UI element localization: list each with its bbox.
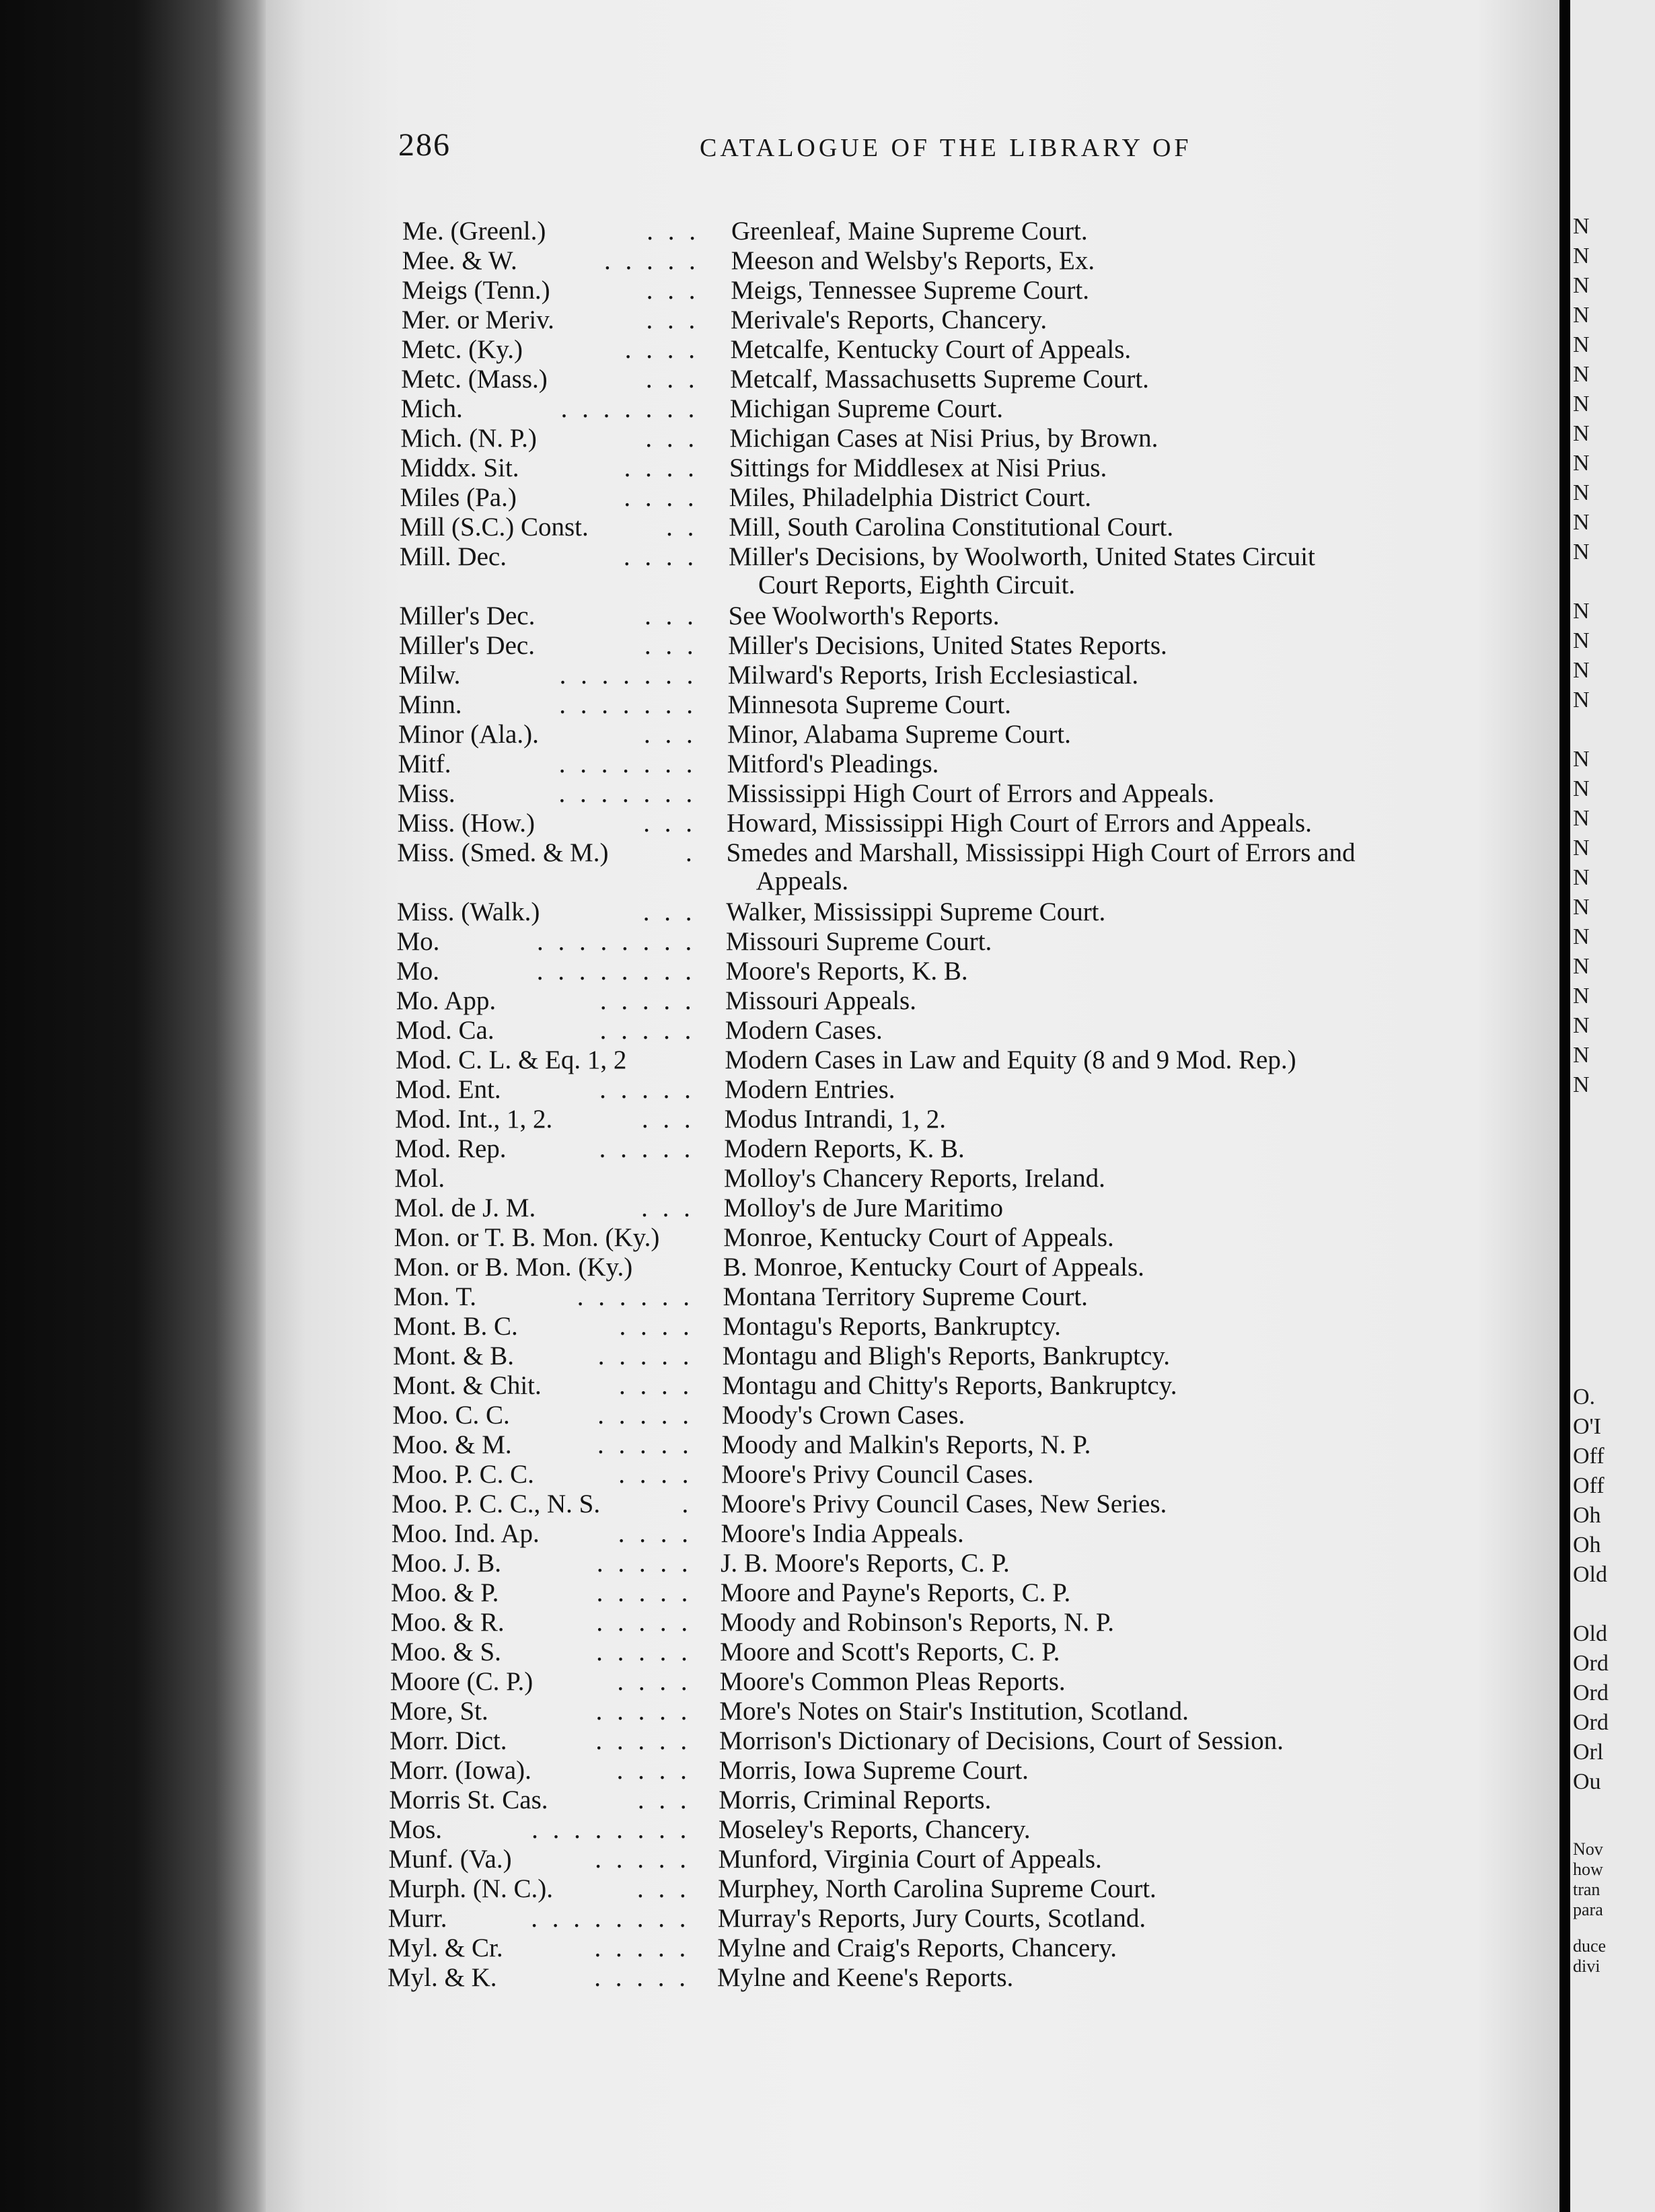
entry-abbreviation: Myl. & Cr.	[388, 1933, 503, 1962]
catalogue-entry	[388, 1874, 1541, 1904]
entry-abbreviation: Miss. (Smed. & M.)	[397, 838, 609, 867]
catalogue-entry	[396, 957, 1541, 986]
next-page-fragment: N	[1573, 1043, 1590, 1068]
next-page-fragment: Oh	[1573, 1533, 1601, 1557]
next-page-fragment: N	[1573, 392, 1590, 416]
catalogue-entry	[397, 927, 1541, 957]
catalogue-entry	[395, 1134, 1541, 1164]
entry-leader-dots: . . .	[641, 1105, 695, 1134]
entry-full-title: Moore and Payne's Reports, C. P.	[720, 1578, 1071, 1607]
entry-abbreviation: Mich. (N. P.)	[400, 424, 537, 453]
next-page-fragment: N	[1573, 658, 1590, 683]
entry-abbreviation: Mod. Ent.	[395, 1075, 501, 1104]
entry-abbreviation: Mod. Ca.	[396, 1016, 494, 1045]
next-page-fragment: N	[1573, 628, 1590, 653]
running-head: CATALOGUE OF THE LIBRARY OF	[700, 134, 1192, 162]
entry-full-title: Murphey, North Carolina Supreme Court.	[718, 1874, 1156, 1903]
next-page-fragment: N	[1573, 865, 1590, 890]
catalogue-entry	[397, 838, 1541, 895]
next-page-fragment: N	[1573, 451, 1590, 476]
next-page-fragment: N	[1573, 362, 1590, 387]
entry-leader-dots: . . . . .	[599, 986, 696, 1015]
entry-leader-dots: . . .	[646, 276, 700, 305]
entry-full-title: Merivale's Reports, Chancery.	[730, 305, 1047, 334]
entry-leader-dots: . . .	[645, 424, 699, 453]
entry-leader-dots: . . .	[637, 1874, 690, 1903]
entry-leader-dots: . . . . .	[596, 1637, 692, 1666]
entry-leader-dots: . . . . .	[597, 1430, 693, 1459]
entry-leader-dots: . . .	[647, 217, 700, 246]
next-page-fragment: N	[1573, 747, 1590, 772]
entry-full-title: Milward's Reports, Irish Ecclesiastical.	[727, 661, 1139, 690]
catalogue-entry	[402, 217, 1541, 246]
entry-leader-dots: . . . . . . . .	[531, 1904, 690, 1933]
entry-abbreviation: Middx. Sit.	[400, 453, 519, 482]
next-page-fragment: N	[1573, 688, 1590, 712]
catalogue-entry	[388, 1904, 1541, 1933]
entry-full-title: Miller's Decisions, United States Reports.	[728, 631, 1167, 660]
entry-leader-dots: . . . . .	[597, 1401, 693, 1430]
entry-abbreviation: Mon. T.	[393, 1282, 477, 1311]
entry-abbreviation: Mill (S.C.) Const.	[400, 513, 589, 542]
catalogue-entry	[396, 1016, 1541, 1045]
catalogue-entry	[390, 1697, 1541, 1726]
entry-abbreviation: Metc. (Mass.)	[401, 365, 548, 394]
next-page-fragment: N	[1573, 954, 1590, 979]
entry-abbreviation: Moo. J. B.	[391, 1549, 502, 1578]
catalogue-entry	[390, 1756, 1541, 1785]
entry-leader-dots: . .	[666, 513, 698, 542]
entry-full-title: Michigan Supreme Court.	[729, 394, 1003, 423]
next-page-fragment: N	[1573, 836, 1590, 860]
catalogue-entry	[398, 720, 1541, 749]
entry-full-title: Mill, South Carolina Constitutional Court.	[729, 513, 1174, 542]
next-page-fragment: Orl	[1573, 1740, 1604, 1765]
catalogue-entry	[391, 1549, 1541, 1578]
entry-full-title: Modern Entries.	[725, 1075, 895, 1104]
catalogue-entry	[402, 276, 1541, 305]
entry-full-title: Missouri Appeals.	[725, 986, 916, 1015]
catalogue-entry	[396, 986, 1541, 1016]
catalogue-entry	[393, 1341, 1541, 1371]
entry-abbreviation: Milw.	[398, 661, 461, 690]
entry-full-title: Minnesota Supreme Court.	[727, 690, 1011, 719]
catalogue-entry	[402, 305, 1541, 335]
catalogue-entry	[389, 1785, 1541, 1815]
entry-abbreviation: Moo. & P.	[391, 1578, 499, 1607]
entry-full-title: Molloy's Chancery Reports, Ireland.	[723, 1164, 1105, 1193]
entry-leader-dots: . . . .	[619, 1312, 694, 1341]
entry-abbreviation: Mont. & B.	[393, 1341, 514, 1370]
next-page-fragment: N	[1573, 1013, 1590, 1038]
catalogue-entry	[394, 1164, 1541, 1193]
entry-full-title: Montagu and Bligh's Reports, Bankruptcy.	[722, 1341, 1170, 1370]
entry-leader-dots: . . .	[644, 631, 698, 660]
entry-full-title: Monroe, Kentucky Court of Appeals.	[723, 1223, 1114, 1252]
entry-abbreviation: Mo. App.	[396, 986, 496, 1015]
entry-leader-dots: . . . . . . .	[559, 661, 698, 690]
entry-abbreviation: Moo. & M.	[392, 1430, 512, 1459]
entry-leader-dots: . . . . .	[594, 1933, 690, 1962]
catalogue-entry	[392, 1460, 1541, 1489]
entry-leader-dots: . . . .	[624, 335, 699, 364]
entry-full-title: Mississippi High Court of Errors and Appeals.	[727, 779, 1215, 808]
entry-full-title: Moore's Common Pleas Reports.	[719, 1667, 1066, 1696]
entry-full-title: Modern Reports, K. B.	[724, 1134, 965, 1163]
entry-leader-dots: . . .	[641, 1193, 694, 1222]
entry-abbreviation: Mon. or T. B. Mon. (Ky.)	[394, 1223, 660, 1252]
entry-full-title: Munford, Virginia Court of Appeals.	[718, 1845, 1102, 1874]
entry-leader-dots: . . . . . . .	[558, 749, 697, 778]
entry-abbreviation: Morr. (Iowa).	[389, 1756, 531, 1785]
entry-full-title: Morris, Criminal Reports.	[719, 1785, 992, 1814]
entry-full-title: Miller's Decisions, by Woolworth, United States Circuit	[728, 542, 1315, 571]
next-page-fragment: duce	[1573, 1936, 1607, 1956]
entry-continuation: Appeals.	[756, 867, 849, 895]
entry-full-title: Mylne and Craig's Reports, Chancery.	[717, 1933, 1117, 1962]
entry-continuation: Court Reports, Eighth Circuit.	[758, 570, 1076, 599]
next-page-fragment: N	[1573, 806, 1590, 831]
entry-leader-dots: . . . . .	[596, 1608, 692, 1637]
catalogue-entry	[399, 601, 1541, 631]
catalogue-entry	[401, 365, 1541, 394]
entry-leader-dots: . . . . .	[596, 1549, 692, 1578]
entry-leader-dots: .	[685, 838, 696, 867]
entry-leader-dots: . . . . . . .	[560, 394, 699, 423]
entry-full-title: See Woolworth's Reports.	[728, 601, 1000, 630]
entry-abbreviation: Moore (C. P.)	[390, 1667, 534, 1696]
next-page-fragment: how	[1573, 1859, 1603, 1879]
catalogue-entry	[392, 1519, 1541, 1549]
next-page-fragment: N	[1573, 303, 1590, 328]
entry-leader-dots: . . . . .	[595, 1845, 691, 1874]
catalogue-entry	[389, 1845, 1541, 1874]
entry-leader-dots: . . . .	[619, 1371, 694, 1400]
entry-full-title: Meeson and Welsby's Reports, Ex.	[731, 246, 1095, 275]
next-page-fragment: O.	[1573, 1385, 1596, 1409]
catalogue-entry	[394, 1193, 1541, 1223]
catalogue-entry	[400, 453, 1541, 483]
entry-abbreviation: Miss. (How.)	[397, 809, 536, 838]
entry-leader-dots: . . . . . . .	[559, 690, 698, 719]
entry-leader-dots: . . . .	[617, 1667, 692, 1696]
next-page-fragment: Off	[1573, 1444, 1605, 1469]
entry-full-title: B. Monroe, Kentucky Court of Appeals.	[723, 1253, 1144, 1282]
entry-full-title: Moore's Privy Council Cases, New Series.	[721, 1489, 1167, 1518]
entry-full-title: Morrison's Dictionary of Decisions, Court of Session.	[719, 1726, 1284, 1755]
entry-abbreviation: Moo. & S.	[390, 1637, 501, 1666]
entry-abbreviation: Minor (Ala.).	[398, 720, 539, 749]
entry-full-title: Missouri Supreme Court.	[725, 927, 992, 956]
entry-leader-dots: . . . .	[616, 1756, 691, 1785]
entry-full-title: Montagu and Chitty's Reports, Bankruptcy.	[722, 1371, 1177, 1400]
next-page-fragment: O'I	[1573, 1414, 1602, 1439]
catalogue-entry	[399, 661, 1541, 690]
entry-leader-dots: . . .	[645, 601, 698, 630]
entry-abbreviation: Mo.	[396, 927, 440, 956]
catalogue-entry	[396, 1075, 1541, 1105]
next-page-fragment: N	[1573, 480, 1590, 505]
entry-abbreviation: Munf. (Va.)	[388, 1845, 512, 1874]
entry-abbreviation: Myl. & K.	[388, 1963, 497, 1992]
catalogue-entry	[392, 1489, 1541, 1519]
entry-leader-dots: . . . . . .	[577, 1282, 694, 1311]
entry-full-title: Moore's Privy Council Cases.	[721, 1460, 1034, 1489]
entry-abbreviation: Mod. C. L. & Eq. 1, 2	[395, 1045, 627, 1074]
entry-full-title: Murray's Reports, Jury Courts, Scotland.	[717, 1904, 1146, 1933]
entry-full-title: Modern Cases.	[725, 1016, 883, 1045]
catalogue-entry	[396, 1045, 1541, 1075]
entry-abbreviation: Moo. Ind. Ap.	[391, 1519, 540, 1548]
entry-leader-dots: . . . . . . .	[558, 779, 697, 808]
entry-abbreviation: Mee. & W.	[402, 246, 517, 275]
entry-full-title: Modern Cases in Law and Equity (8 and 9 Mod. Rep.)	[725, 1045, 1296, 1074]
entry-full-title: Moody and Malkin's Reports, N. P.	[721, 1430, 1091, 1459]
entry-leader-dots: . . . . .	[603, 246, 700, 275]
entry-leader-dots: .	[682, 1489, 693, 1518]
entry-leader-dots: . . . . .	[599, 1016, 696, 1045]
entry-abbreviation: Morr. Dict.	[390, 1726, 507, 1755]
catalogue-entry	[401, 335, 1541, 365]
next-page-fragment: Ord	[1573, 1710, 1609, 1735]
entry-full-title: Moody and Robinson's Reports, N. P.	[720, 1608, 1114, 1637]
catalogue-entry	[392, 1430, 1541, 1460]
entry-abbreviation: Murr.	[388, 1904, 447, 1933]
entry-full-title: Mylne and Keene's Reports.	[717, 1963, 1014, 1992]
next-page-fragment: N	[1573, 273, 1590, 298]
next-page-fragment: N	[1573, 1072, 1590, 1097]
catalogue-entry	[399, 542, 1541, 599]
entry-abbreviation: Mich.	[400, 394, 463, 423]
entry-full-title: Modus Intrandi, 1, 2.	[724, 1105, 946, 1134]
catalogue-entry	[388, 1933, 1541, 1963]
entry-full-title: Walker, Mississippi Supreme Court.	[726, 897, 1106, 926]
entry-full-title: Mitford's Pleadings.	[727, 749, 939, 778]
catalogue-entry	[394, 1282, 1541, 1312]
next-page-fragment: N	[1573, 214, 1590, 239]
entry-leader-dots: . . . . .	[594, 1963, 690, 1992]
next-page-fragment: N	[1573, 244, 1590, 268]
catalogue-entry	[400, 424, 1541, 453]
next-page-fragment: N	[1573, 332, 1590, 357]
catalogue-entry	[397, 897, 1541, 927]
catalogue-entry	[400, 513, 1541, 542]
catalogue-entry	[390, 1667, 1541, 1697]
catalogue-entry	[388, 1963, 1541, 1993]
entry-abbreviation: Mo.	[396, 957, 440, 986]
entry-leader-dots: . . . .	[618, 1460, 693, 1489]
catalogue-entry	[392, 1401, 1541, 1430]
next-page-fragment: N	[1573, 510, 1590, 535]
entry-full-title: Meigs, Tennessee Supreme Court.	[731, 276, 1089, 305]
entry-abbreviation: Mol.	[394, 1164, 445, 1193]
entry-leader-dots: . . . . .	[599, 1075, 695, 1104]
entry-abbreviation: Mon. or B. Mon. (Ky.)	[394, 1253, 633, 1282]
entry-full-title: J. B. Moore's Reports, C. P.	[721, 1549, 1010, 1578]
entry-abbreviation: Miss.	[398, 779, 455, 808]
next-page-fragment: Nov	[1573, 1839, 1603, 1859]
entry-abbreviation: Mod. Rep.	[394, 1134, 507, 1163]
next-page-fragment: para	[1573, 1900, 1603, 1919]
catalogue-entry	[398, 809, 1541, 838]
catalogue-entry	[395, 1105, 1541, 1134]
entry-abbreviation: Me. (Greenl.)	[402, 217, 546, 246]
next-page-fragment: N	[1573, 776, 1590, 801]
catalogue-entry	[391, 1578, 1541, 1608]
entry-abbreviation: More, St.	[390, 1697, 488, 1726]
next-page-fragment: Old	[1573, 1562, 1607, 1587]
entry-full-title: Metcalfe, Kentucky Court of Appeals.	[730, 335, 1132, 364]
entry-full-title: Moore's India Appeals.	[721, 1519, 964, 1548]
catalogue-entry	[400, 483, 1541, 513]
entry-leader-dots: . . . .	[624, 453, 698, 482]
catalogue-entry	[389, 1815, 1541, 1845]
entry-abbreviation: Minn.	[398, 690, 462, 719]
catalogue-entry	[399, 631, 1541, 661]
entry-leader-dots: . . . . .	[597, 1341, 694, 1370]
entry-full-title: Molloy's de Jure Maritimo	[723, 1193, 1003, 1222]
entry-full-title: Morris, Iowa Supreme Court.	[719, 1756, 1029, 1785]
entry-full-title: Montagu's Reports, Bankruptcy.	[723, 1312, 1061, 1341]
entry-full-title: More's Notes on Stair's Institution, Scotland.	[719, 1697, 1189, 1726]
entry-abbreviation: Mol. de J. M.	[394, 1193, 536, 1222]
entry-leader-dots: . . .	[643, 809, 696, 838]
catalogue-entry	[398, 749, 1541, 779]
catalogue-entry	[390, 1637, 1541, 1667]
entry-abbreviation: Murph. (N. C.).	[388, 1874, 553, 1903]
entry-abbreviation: Metc. (Ky.)	[401, 335, 523, 364]
next-page-fragment: N	[1573, 599, 1590, 624]
next-page-fragment: divi	[1573, 1956, 1601, 1976]
catalogue-entry	[398, 690, 1541, 720]
entry-full-title: Moore and Scott's Reports, C. P.	[720, 1637, 1060, 1666]
next-page-fragment: Off	[1573, 1473, 1605, 1498]
entry-leader-dots: . . . . . . . .	[531, 1815, 691, 1844]
catalogue-entry	[402, 246, 1541, 276]
entry-abbreviation: Moo. P. C. C., N. S.	[392, 1489, 601, 1518]
entry-abbreviation: Mer. or Meriv.	[401, 305, 554, 334]
entry-leader-dots: . . . . .	[595, 1697, 692, 1726]
catalogue-entry	[394, 1223, 1541, 1253]
page-number: 286	[398, 127, 451, 163]
entry-leader-dots: . . . . . . . .	[536, 927, 696, 956]
entry-leader-dots: . . . .	[618, 1519, 692, 1548]
catalogue-entry	[394, 1253, 1541, 1282]
entry-leader-dots: . . . . . . . .	[536, 957, 696, 986]
next-page-fragment: N	[1573, 984, 1590, 1008]
next-page-fragment: N	[1573, 924, 1590, 949]
entry-abbreviation: Miles (Pa.)	[400, 483, 517, 512]
next-page-fragment: tran	[1573, 1880, 1601, 1899]
entry-abbreviation: Mos.	[388, 1815, 443, 1844]
catalogue-entry	[393, 1371, 1541, 1401]
entry-abbreviation: Mont. & Chit.	[392, 1371, 542, 1400]
entry-abbreviation: Moo. & R.	[390, 1608, 505, 1637]
entry-leader-dots: . . .	[644, 720, 697, 749]
next-page-fragment: Ord	[1573, 1651, 1609, 1676]
entry-full-title: Miles, Philadelphia District Court.	[729, 483, 1092, 512]
entry-full-title: Montana Territory Supreme Court.	[723, 1282, 1088, 1311]
entry-leader-dots: . . . . .	[596, 1578, 692, 1607]
catalogue-entry	[398, 779, 1541, 809]
next-page-fragment: Oh	[1573, 1503, 1601, 1528]
catalogue-entry	[401, 394, 1541, 424]
entry-leader-dots: . . .	[637, 1785, 691, 1814]
entry-leader-dots: . . .	[646, 305, 700, 334]
entry-abbreviation: Morris St. Cas.	[389, 1785, 548, 1814]
entry-abbreviation: Moo. C. C.	[392, 1401, 510, 1430]
entry-abbreviation: Miller's Dec.	[399, 601, 536, 630]
entry-full-title: Moore's Reports, K. B.	[725, 957, 968, 986]
catalogue-entry	[391, 1608, 1541, 1637]
entry-leader-dots: . . . .	[624, 483, 698, 512]
next-page-fragment: Ord	[1573, 1681, 1609, 1705]
entry-full-title: Michigan Cases at Nisi Prius, by Brown.	[729, 424, 1158, 453]
entry-leader-dots: . . . . .	[595, 1726, 692, 1755]
entry-abbreviation: Mod. Int., 1, 2.	[395, 1105, 553, 1134]
entry-full-title: Minor, Alabama Supreme Court.	[727, 720, 1071, 749]
next-page-fragment: Old	[1573, 1621, 1607, 1646]
entry-full-title: Smedes and Marshall, Mississippi High Court of Errors and	[726, 838, 1356, 867]
entry-abbreviation: Mill. Dec.	[399, 542, 507, 571]
entry-leader-dots: . . .	[642, 897, 696, 926]
entry-full-title: Metcalf, Massachusetts Supreme Court.	[730, 365, 1149, 394]
catalogue-entry	[390, 1726, 1541, 1756]
entry-leader-dots: . . .	[645, 365, 699, 394]
entry-full-title: Greenleaf, Maine Supreme Court.	[731, 217, 1088, 246]
entry-full-title: Moseley's Reports, Chancery.	[718, 1815, 1031, 1844]
entry-full-title: Moody's Crown Cases.	[721, 1401, 965, 1430]
next-page-fragment: N	[1573, 540, 1590, 564]
entry-leader-dots: . . . . .	[599, 1134, 695, 1163]
next-page-fragment: N	[1573, 421, 1590, 446]
entry-abbreviation: Miller's Dec.	[398, 631, 535, 660]
entry-abbreviation: Moo. P. C. C.	[392, 1460, 534, 1489]
entry-abbreviation: Mont. B. C.	[393, 1312, 518, 1341]
entry-leader-dots: . . . .	[623, 542, 698, 571]
entry-abbreviation: Mitf.	[398, 749, 451, 778]
entry-abbreviation: Miss. (Walk.)	[396, 897, 540, 926]
next-page-fragment: Ou	[1573, 1769, 1601, 1794]
next-page-fragment: N	[1573, 895, 1590, 920]
entry-full-title: Sittings for Middlesex at Nisi Prius.	[729, 453, 1107, 482]
catalogue-entry	[393, 1312, 1541, 1341]
entry-abbreviation: Meigs (Tenn.)	[402, 276, 550, 305]
entry-full-title: Howard, Mississippi High Court of Errors and Appeals.	[726, 809, 1312, 838]
